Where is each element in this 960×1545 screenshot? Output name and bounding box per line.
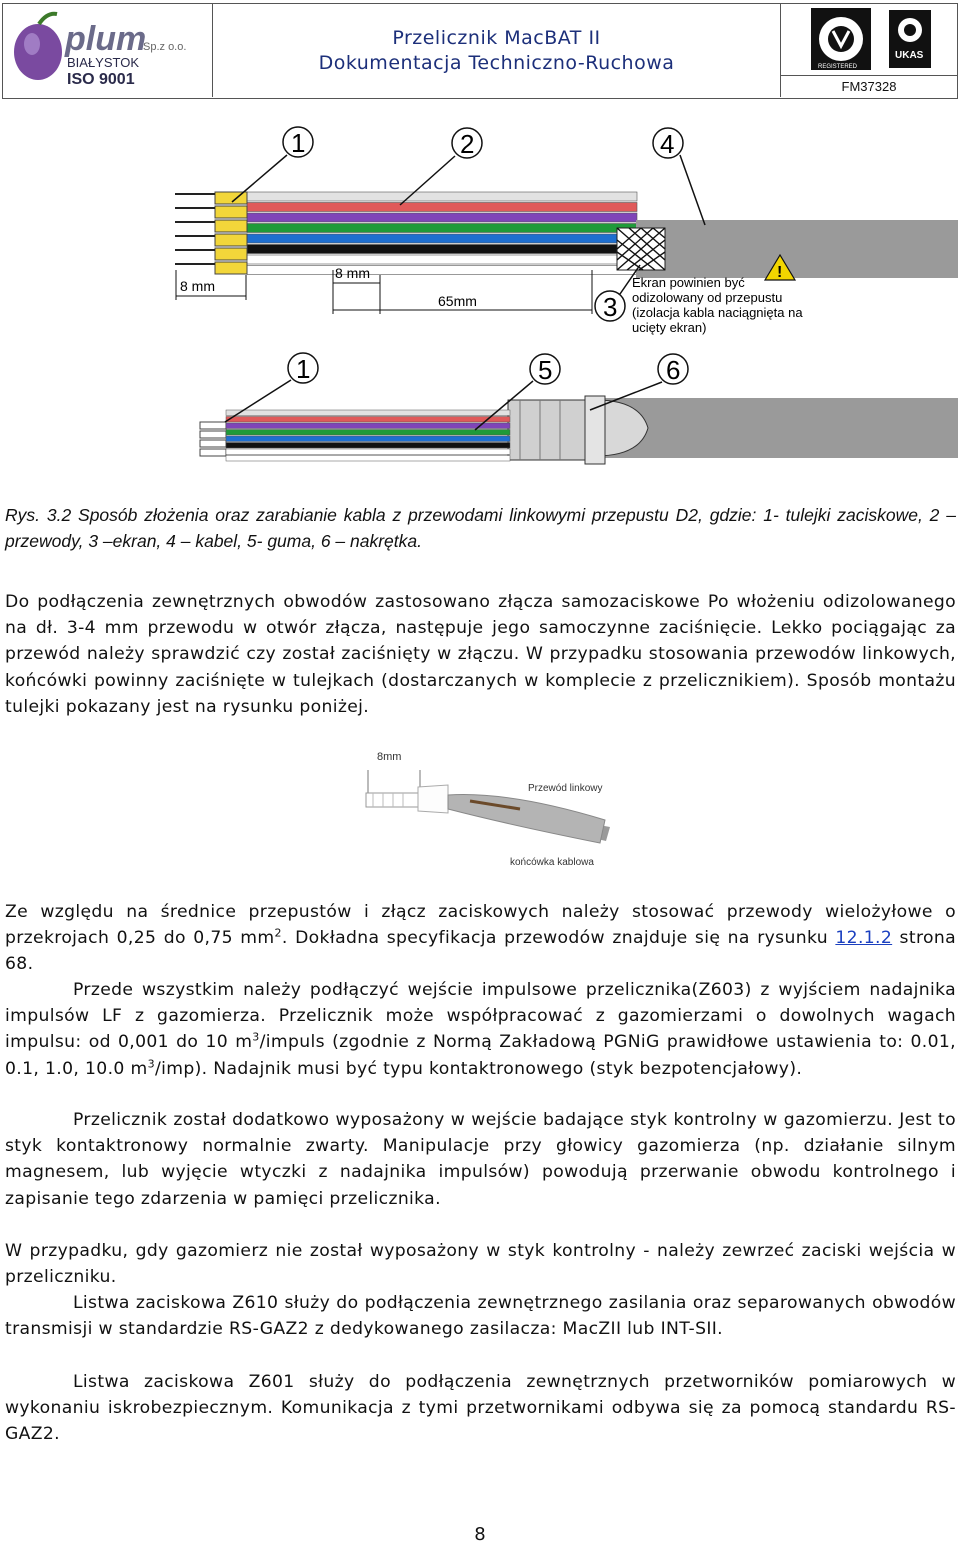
para-z601: Listwa zaciskowa Z601 służy do podłączenia zewnętrznych przetworników pomiarowych w wykonaniu iskrobezpiecznym. Komunikacja z tymi przetwornikami odbywa się za pomocą standardu RS-GAZ2. [5, 1372, 956, 1445]
para-control-contact: Przelicznik został dodatkowo wyposażony w wejście badające styk kontrolny w gazomierzu. Jest to styk kontaktronowy normalnie zwarty. Manipulacje przy głowicy gazomierza (np. działanie silnym magnesem, lub wyjęcie wtyczki z nadajnika impulsów) powodują przerwanie obwodu kontrolnego i zapisanie tego zdarzenia w pamięci przelicznika. [5, 1110, 956, 1209]
callout-1-top: 1 [291, 128, 306, 158]
page-header [2, 3, 958, 99]
certification-logos [781, 4, 957, 76]
para-z610: Listwa zaciskowa Z610 służy do podłączenia zewnętrznego zasilania oraz separowanych obwodów transmisji w standardzie RS-GAZ2 z dedykowanego zasilacza: MacZII lub INT-SII. [5, 1293, 956, 1340]
wire-top-2 [247, 203, 637, 212]
company-logo [3, 4, 213, 97]
warning-line-1: Ekran powinien być [632, 275, 745, 290]
ferrule-mounting-figure [0, 745, 960, 875]
dim-wire-length: 65mm [438, 293, 477, 309]
figure-link[interactable]: 12.1.2 [835, 928, 893, 949]
fig2-label-ferrule: końcówka kablowa [510, 857, 594, 868]
wire-top-6 [247, 245, 637, 254]
plum-logo-graphic [3, 4, 211, 96]
logo-iso: ISO 9001 [67, 71, 135, 88]
header-title-line2: Dokumentacja Techniczno-Ruchowa [318, 51, 675, 74]
wire-top-5 [247, 234, 637, 243]
warning-line-2: odizolowany od przepustu [632, 290, 783, 305]
wire-top-3 [247, 213, 637, 222]
wire-top-7 [247, 255, 637, 264]
wire-top-8 [247, 266, 637, 275]
page-number: 8 [474, 1524, 486, 1545]
ferrule-tube [366, 793, 418, 807]
wire-bottom-3 [226, 423, 510, 429]
header-title-line1: Przelicznik MacBAT II [392, 26, 601, 49]
header-cert-block [781, 4, 957, 97]
callout-5: 5 [538, 355, 553, 385]
figure-caption: Rys. 3.2 Sposób złożenia oraz zarabianie kabla z przewodami linkowymi przepustu D2, gdzie: 1- tulejki zaciskowe, 2 – przewody, 3 –ekran, 4 – kabel, 5- guma, 6 – nakrętka. [5, 505, 956, 551]
fig2-label-wire: Przewód linkowy [528, 783, 603, 794]
wire-bottom-2 [226, 417, 510, 423]
cable-jacket [636, 220, 958, 278]
dim-ferrule-length: 8 mm [180, 278, 215, 294]
wire-bottom-8 [226, 456, 510, 462]
ferrules-bottom [200, 422, 226, 456]
ferrules-top [175, 192, 247, 274]
cable-assembly-figure [0, 110, 960, 470]
para-pulse-input: Przede wszystkim należy podłączyć wejście impulsowe przelicznika(Z603) z wyjściem nadajnika impulsów LF z gazomierza. Przelicznik może współpracować z gazomierzami o dowolnych wagach impulsu: od 0,001 do 10 $m^3$/impuls (zgodnie z Normą Zakładową PGNiG prawidłowe ustawienia to: 0.01, 0.1, 1.0, 10.0 $m^3/imp$). Nadajnik musi być typu kontaktronowego (styk bezpotencjałowy). [5, 980, 956, 1079]
wire-bottom-5 [226, 436, 510, 442]
para-short-circuit: W przypadku, gdy gazomierz nie został wyposażony w styk kontrolny - należy zewrzeć zaciski wejścia w przeliczniku. [5, 1241, 956, 1288]
callout-3: 3 [603, 292, 618, 322]
doc-code: FM37328 [841, 79, 897, 94]
wire-bottom-4 [226, 430, 510, 436]
cert-registered-label: REGISTERED [818, 64, 858, 70]
warning-line-4: ucięty ekran) [632, 320, 707, 335]
header-title-block [213, 4, 781, 97]
callout-1-bottom: 1 [296, 354, 311, 384]
warning-line-3: (izolacja kabla naciągnięta na [632, 305, 803, 320]
svg-text:!: ! [777, 264, 783, 281]
logo-brand: plum [65, 20, 147, 58]
wire-bottom-1 [226, 410, 510, 416]
logo-city: BIAŁYSTOK [67, 55, 140, 70]
wire-top-4 [247, 224, 637, 233]
callout-6: 6 [666, 355, 681, 385]
callout-2-top: 2 [460, 129, 475, 159]
para-wire-spec: Ze względu na średnice przepustów i złącz zaciskowych należy stosować przewody wielożyłowe o przekrojach 0,25 do 0,75 $mm^2$. Dokładna specyfikacja przewodów znajduje się na rysunku 12.1.2 strona 68. [5, 902, 956, 975]
wire-top-1 [247, 192, 637, 201]
wire-bottom-7 [226, 449, 510, 455]
para-connection: Do podłączenia zewnętrznych obwodów zastosowano złącza samozaciskowe Po włożeniu odizolowanego na dł. 3-4 mm przewodu w otwór złącza, następuje jego samoczynne zaciśnięcie. Lekko pociągając za przewód należy sprawdzić czy został zaciśnięty w złączu. W przypadku stosowania przewodów linkowych, końcówki powinny zaciśnięte w tulejkach (dostarczanych w komplecie z przelicznikiem). Sposób montażu tulejki pokazany jest na rysunku poniżej. [5, 592, 956, 717]
fig2-dim: 8mm [377, 751, 402, 763]
cert-ukas-label: UKAS [895, 50, 924, 61]
dim-strip-length: 8 mm [335, 265, 370, 281]
wire-bottom-6 [226, 443, 510, 449]
logo-suffix: Sp.z o.o. [143, 41, 187, 53]
callout-4-top: 4 [660, 129, 675, 159]
